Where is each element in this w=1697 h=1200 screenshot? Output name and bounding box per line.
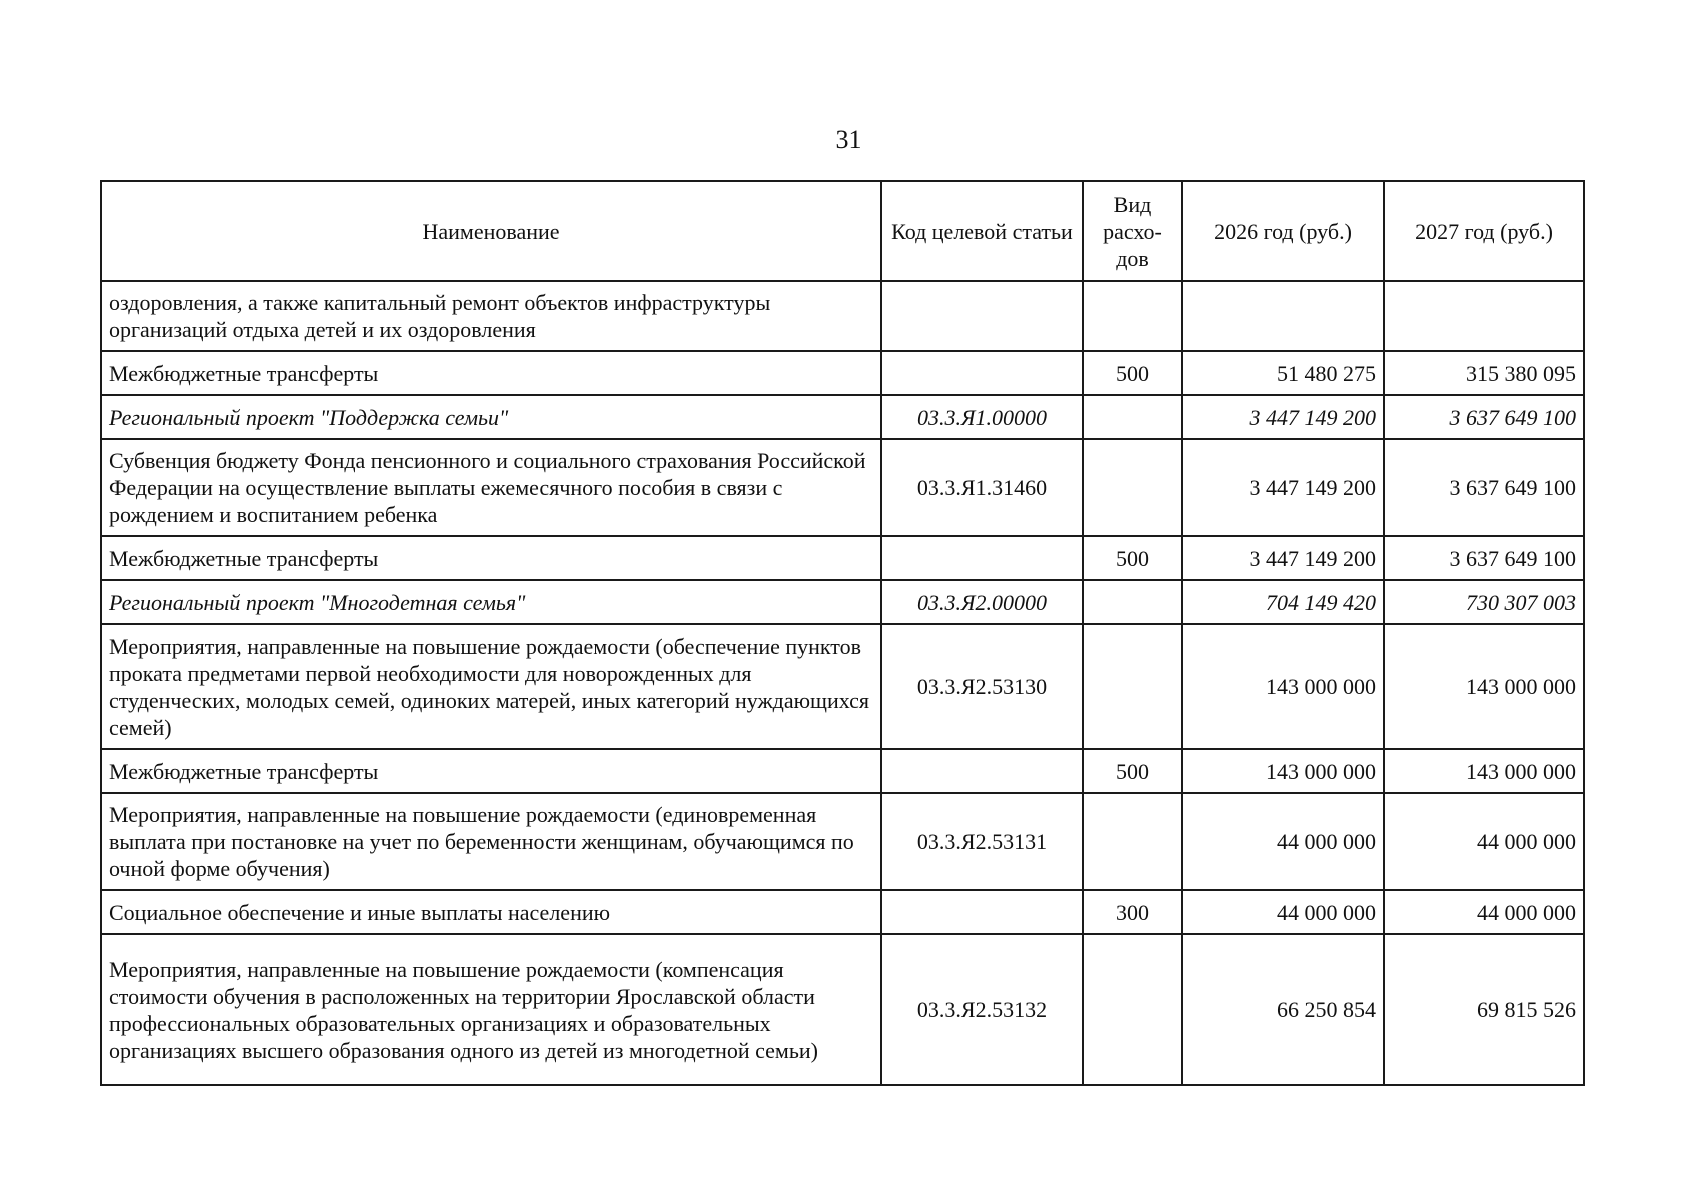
- table-row: [101, 624, 1584, 749]
- table-row: [101, 536, 1584, 580]
- row-value-2027: 3 637 649 100: [1384, 536, 1584, 580]
- row-kind: 500: [1083, 351, 1182, 395]
- table-row: [101, 351, 1584, 395]
- row-kind: [1083, 580, 1182, 624]
- table-row: [101, 439, 1584, 536]
- row-value-2026: [1182, 281, 1384, 351]
- row-value-2027: 69 815 526: [1384, 934, 1584, 1085]
- row-value-2026: 51 480 275: [1182, 351, 1384, 395]
- table-row: [101, 281, 1584, 351]
- row-code: 03.3.Я2.53132: [881, 934, 1083, 1085]
- row-name: Мероприятия, направленные на повышение рождаемости (компенсация стоимости обучения в расположенных на территории Ярославской области профессиональных образовательных организациях и образовательных организациях высшего образования одного из детей из многодетной семьи): [101, 934, 881, 1085]
- row-value-2027: 44 000 000: [1384, 890, 1584, 934]
- row-value-2027: 315 380 095: [1384, 351, 1584, 395]
- row-kind: [1083, 624, 1182, 749]
- row-value-2026: 44 000 000: [1182, 890, 1384, 934]
- row-value-2026: 3 447 149 200: [1182, 439, 1384, 536]
- row-name: Мероприятия, направленные на повышение рождаемости (обеспечение пунктов проката предметами первой необходимости для новорожденных для студенческих, молодых семей, одиноких матерей, иных категорий нуждающихся семей): [101, 624, 881, 749]
- row-code: [881, 749, 1083, 793]
- row-value-2026: 66 250 854: [1182, 934, 1384, 1085]
- table-row: [101, 580, 1584, 624]
- header-code: Код целевой статьи: [881, 181, 1083, 281]
- row-code: 03.3.Я2.00000: [881, 580, 1083, 624]
- row-code: [881, 890, 1083, 934]
- row-value-2026: 3 447 149 200: [1182, 536, 1384, 580]
- row-name: Социальное обеспечение и иные выплаты населению: [101, 890, 881, 934]
- row-code: [881, 351, 1083, 395]
- row-name: Мероприятия, направленные на повышение рождаемости (единовременная выплата при постановке на учет по беременности женщинам, обучающимся по очной форме обучения): [101, 793, 881, 890]
- table-row: [101, 890, 1584, 934]
- row-name: Межбюджетные трансферты: [101, 749, 881, 793]
- row-value-2026: 143 000 000: [1182, 624, 1384, 749]
- row-kind: [1083, 281, 1182, 351]
- row-value-2027: 44 000 000: [1384, 793, 1584, 890]
- row-kind: [1083, 395, 1182, 439]
- header-year-2026: 2026 год (руб.): [1182, 181, 1384, 281]
- row-name: Региональный проект "Поддержка семьи": [101, 395, 881, 439]
- row-code: [881, 281, 1083, 351]
- row-value-2027: [1384, 281, 1584, 351]
- row-code: 03.3.Я2.53131: [881, 793, 1083, 890]
- row-name: оздоровления, а также капитальный ремонт объектов инфраструктуры организаций отдыха детей и их оздоровления: [101, 281, 881, 351]
- row-value-2027: 3 637 649 100: [1384, 439, 1584, 536]
- row-value-2026: 44 000 000: [1182, 793, 1384, 890]
- header-kind-line: расхо-: [1103, 218, 1162, 244]
- table-row: [101, 934, 1584, 1085]
- row-value-2027: 730 307 003: [1384, 580, 1584, 624]
- row-code: [881, 536, 1083, 580]
- page-number: 31: [835, 125, 862, 154]
- row-code: 03.3.Я1.31460: [881, 439, 1083, 536]
- row-value-2026: 704 149 420: [1182, 580, 1384, 624]
- table-row: [101, 749, 1584, 793]
- header-year-2027: 2027 год (руб.): [1384, 181, 1584, 281]
- row-value-2027: 143 000 000: [1384, 749, 1584, 793]
- budget-table: [100, 180, 1585, 1086]
- row-kind: [1083, 793, 1182, 890]
- row-kind: 300: [1083, 890, 1182, 934]
- table-header-row: [101, 181, 1584, 281]
- header-name: Наименование: [101, 181, 881, 281]
- row-kind: 500: [1083, 749, 1182, 793]
- row-value-2026: 3 447 149 200: [1182, 395, 1384, 439]
- row-code: 03.3.Я1.00000: [881, 395, 1083, 439]
- header-kind-line: дов: [1116, 245, 1149, 271]
- row-value-2027: 143 000 000: [1384, 624, 1584, 749]
- table-row: [101, 793, 1584, 890]
- row-value-2026: 143 000 000: [1182, 749, 1384, 793]
- header-kind: [1083, 181, 1182, 281]
- row-name: Межбюджетные трансферты: [101, 351, 881, 395]
- table-row: [101, 395, 1584, 439]
- row-kind: [1083, 934, 1182, 1085]
- row-value-2027: 3 637 649 100: [1384, 395, 1584, 439]
- row-code: 03.3.Я2.53130: [881, 624, 1083, 749]
- header-kind-line: Вид: [1113, 191, 1152, 217]
- row-name: Региональный проект "Многодетная семья": [101, 580, 881, 624]
- row-kind: [1083, 439, 1182, 536]
- row-name: Субвенция бюджету Фонда пенсионного и социального страхования Российской Федерации на осуществление выплаты ежемесячного пособия в связи с рождением и воспитанием ребенка: [101, 439, 881, 536]
- row-kind: 500: [1083, 536, 1182, 580]
- row-name: Межбюджетные трансферты: [101, 536, 881, 580]
